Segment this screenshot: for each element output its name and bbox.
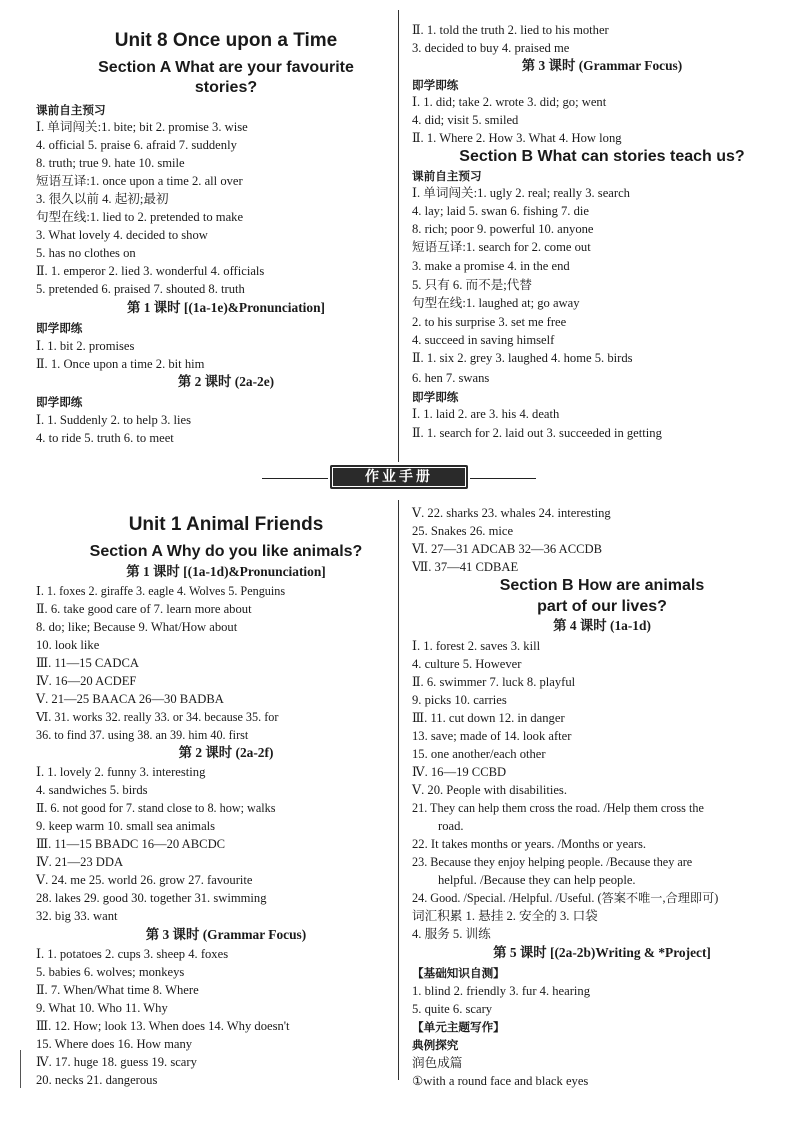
answer-line: Ⅰ. 单词闯关:1. bite; bit 2. promise 3. wise	[36, 120, 248, 134]
answer-line: 句型在线:1. lied to 2. pretended to make	[36, 210, 244, 224]
subheading: 课前自主预习	[412, 169, 482, 183]
answer-line: Ⅲ. 11—15 BBADC 16—20 ABCDC	[36, 837, 226, 851]
subheading: 即学即练	[36, 321, 83, 335]
answer-line: Ⅱ. 1. Once upon a time 2. bit him	[36, 357, 205, 371]
section-title: Section B What can stories teach us?	[459, 148, 745, 165]
answer-line: 4. culture 5. However	[412, 657, 522, 671]
answer-line: ①with a round face and black eyes	[412, 1074, 589, 1088]
section-banner: 作业手册	[330, 465, 468, 489]
answer-line: 4. succeed in saving himself	[412, 333, 555, 347]
lesson-heading: 第 5 课时 [(2a-2b)Writing & *Project]	[493, 945, 711, 960]
answer-line: Ⅱ. 1. six 2. grey 3. laughed 4. home 5. birds	[412, 351, 633, 365]
answer-line: 23. Because they enjoy helping people. /Because they are	[412, 855, 693, 869]
answer-line: 4. official 5. praise 6. afraid 7. suddenly	[36, 138, 237, 152]
answer-line: 3. decided to buy 4. praised me	[412, 41, 570, 55]
answer-line: Ⅱ. 1. told the truth 2. lied to his mother	[412, 23, 609, 37]
answer-line: Ⅳ. 16—20 ACDEF	[36, 674, 137, 688]
lesson-heading: 第 2 课时 (2a-2f)	[178, 745, 274, 760]
answer-line: 4. 服务 5. 训练	[412, 927, 491, 941]
answer-line: Ⅰ. 1. lovely 2. funny 3. interesting	[36, 765, 206, 779]
answer-line: 25. Snakes 26. mice	[412, 524, 514, 538]
answer-line: Ⅰ. 单词闯关:1. ugly 2. real; really 3. search	[412, 186, 630, 200]
answer-line: 6. hen 7. swans	[412, 371, 490, 385]
answer-line: Ⅰ. 1. foxes 2. giraffe 3. eagle 4. Wolves 5. Penguins	[36, 584, 286, 598]
section-title-cont: part of our lives?	[537, 598, 667, 615]
answer-line: Ⅲ. 12. How; look 13. When does 14. Why doesn't	[36, 1019, 290, 1033]
answer-line: 3. What lovely 4. decided to show	[36, 228, 208, 242]
lesson-heading: 第 1 课时 [(1a-1e)&Pronunciation]	[127, 300, 325, 315]
answer-line: Ⅱ. 7. When/What time 8. Where	[36, 983, 199, 997]
answer-line: Ⅳ. 17. huge 18. guess 19. scary	[36, 1055, 197, 1069]
answer-line: 9. picks 10. carries	[412, 693, 507, 707]
answer-line: 5. pretended 6. praised 7. shouted 8. truth	[36, 282, 245, 296]
answer-line: 10. look like	[36, 638, 100, 652]
answer-line: Ⅳ. 21—23 DDA	[36, 855, 124, 869]
answer-line: 词汇积累 1. 悬挂 2. 安全的 3. 口袋	[412, 909, 598, 923]
answer-line: Ⅳ. 16—19 CCBD	[412, 765, 507, 779]
answer-line: 1. blind 2. friendly 3. fur 4. hearing	[412, 984, 591, 998]
banner-rule-left	[262, 478, 328, 479]
answer-line: 3. 很久以前 4. 起初;最初	[36, 192, 169, 206]
answer-line: 9. keep warm 10. small sea animals	[36, 819, 216, 833]
answer-line: Ⅱ. 1. search for 2. laid out 3. succeeded in getting	[412, 426, 662, 440]
subheading: 【单元主题写作】	[412, 1020, 505, 1034]
answer-line: 32. big 33. want	[36, 909, 118, 923]
answer-line: 9. What 10. Who 11. Why	[36, 1001, 168, 1015]
lesson-heading: 第 1 课时 [(1a-1d)&Pronunciation]	[126, 564, 326, 579]
subheading: 即学即练	[412, 390, 459, 404]
answer-line: Ⅰ. 1. laid 2. are 3. his 4. death	[412, 407, 560, 421]
lesson-heading: 第 3 课时 (Grammar Focus)	[145, 927, 307, 942]
answer-line: 21. They can help them cross the road. /Help them cross the	[412, 801, 704, 815]
answer-line: 15. one another/each other	[412, 747, 546, 761]
subheading: 【基础知识自测】	[412, 966, 505, 980]
answer-line: 5. has no clothes on	[36, 246, 136, 260]
answer-line: Ⅲ. 11—15 CADCA	[36, 656, 139, 670]
answer-line: Ⅰ. 1. Suddenly 2. to help 3. lies	[36, 413, 192, 427]
answer-line: helpful. /Because they can help people.	[438, 873, 636, 887]
lesson-heading: 第 3 课时 (Grammar Focus)	[521, 58, 683, 73]
answer-line: 20. necks 21. dangerous	[36, 1073, 158, 1087]
answer-line: 36. to find 37. using 38. an 39. him 40. first	[36, 728, 249, 742]
answer-line: Ⅶ. 37—41 CDBAE	[412, 560, 519, 574]
answer-line: Ⅰ. 1. bit 2. promises	[36, 339, 135, 353]
answer-line: 5. 只有 6. 而不是;代替	[412, 278, 532, 292]
answer-line: 28. lakes 29. good 30. together 31. swimming	[36, 891, 267, 905]
answer-line: Ⅰ. 1. did; take 2. wrote 3. did; go; went	[412, 95, 607, 109]
answer-line: 润色成篇	[412, 1056, 463, 1070]
answer-line: Ⅰ. 1. forest 2. saves 3. kill	[412, 639, 541, 653]
answer-line: Ⅱ. 1. Where 2. How 3. What 4. How long	[412, 131, 622, 145]
page-edge-mark	[20, 1050, 21, 1088]
answer-line: Ⅱ. 6. not good for 7. stand close to 8. how; walks	[36, 801, 276, 815]
section-title: Section B How are animals	[499, 577, 705, 594]
answer-line: 22. It takes months or years. /Months or years.	[412, 837, 646, 851]
answer-line: Ⅴ. 20. People with disabilities.	[412, 783, 567, 797]
answer-line: Ⅱ. 1. emperor 2. lied 3. wonderful 4. officials	[36, 264, 265, 278]
answer-line: 短语互译:1. search for 2. come out	[412, 240, 591, 254]
answer-line: Ⅱ. 6. take good care of 7. learn more about	[36, 602, 252, 616]
section-title: Section A Why do you like animals?	[89, 543, 363, 560]
answer-line: Ⅲ. 11. cut down 12. in danger	[412, 711, 565, 725]
answer-line: Ⅴ. 22. sharks 23. whales 24. interesting	[412, 506, 611, 520]
answer-line: 4. to ride 5. truth 6. to meet	[36, 431, 174, 445]
unit-title: Unit 8 Once upon a Time	[114, 30, 338, 51]
answer-line: 3. make a promise 4. in the end	[412, 259, 570, 273]
answer-line: 4. lay; laid 5. swan 6. fishing 7. die	[412, 204, 589, 218]
answer-line: 短语互译:1. once upon a time 2. all over	[36, 174, 243, 188]
answer-line: 5. babies 6. wolves; monkeys	[36, 965, 185, 979]
subheading: 即学即练	[412, 78, 459, 92]
answer-line: Ⅵ. 31. works 32. really 33. or 34. because 35. for	[36, 710, 279, 724]
answer-line: 4. sandwiches 5. birds	[36, 783, 148, 797]
answer-line: 8. truth; true 9. hate 10. smile	[36, 156, 185, 170]
banner-rule-right	[470, 478, 536, 479]
subheading: 典例探究	[412, 1038, 459, 1052]
answer-line: 15. Where does 16. How many	[36, 1037, 193, 1051]
subheading: 即学即练	[36, 395, 83, 409]
answer-line: Ⅴ. 24. me 25. world 26. grow 27. favourite	[36, 873, 253, 887]
answer-line: Ⅴ. 21—25 BAACA 26—30 BADBA	[36, 692, 224, 706]
answer-line: Ⅵ. 27—31 ADCAB 32—36 ACCDB	[412, 542, 603, 556]
answer-line: 13. save; made of 14. look after	[412, 729, 572, 743]
answer-line: 4. did; visit 5. smiled	[412, 113, 519, 127]
answer-line: 2. to his surprise 3. set me free	[412, 315, 567, 329]
answer-line: 5. quite 6. scary	[412, 1002, 493, 1016]
answer-line: 24. Good. /Special. /Helpful. /Useful. (答案不唯一,合理即可)	[412, 891, 719, 905]
answer-line: 8. rich; poor 9. powerful 10. anyone	[412, 222, 594, 236]
column-divider-bottom	[398, 500, 399, 1080]
answer-line: Ⅰ. 1. potatoes 2. cups 3. sheep 4. foxes	[36, 947, 229, 961]
lesson-heading: 第 4 课时 (1a-1d)	[553, 618, 651, 633]
section-title-cont: stories?	[194, 79, 258, 96]
unit-title: Unit 1 Animal Friends	[128, 514, 324, 535]
section-title: Section A What are your favourite	[98, 59, 354, 76]
answer-line: 8. do; like; Because 9. What/How about	[36, 620, 238, 634]
answer-line: road.	[438, 819, 464, 833]
lesson-heading: 第 2 课时 (2a-2e)	[177, 374, 275, 389]
subheading: 课前自主预习	[36, 103, 106, 117]
answer-line: Ⅱ. 6. swimmer 7. luck 8. playful	[412, 675, 576, 689]
answer-line: 句型在线:1. laughed at; go away	[412, 296, 580, 310]
